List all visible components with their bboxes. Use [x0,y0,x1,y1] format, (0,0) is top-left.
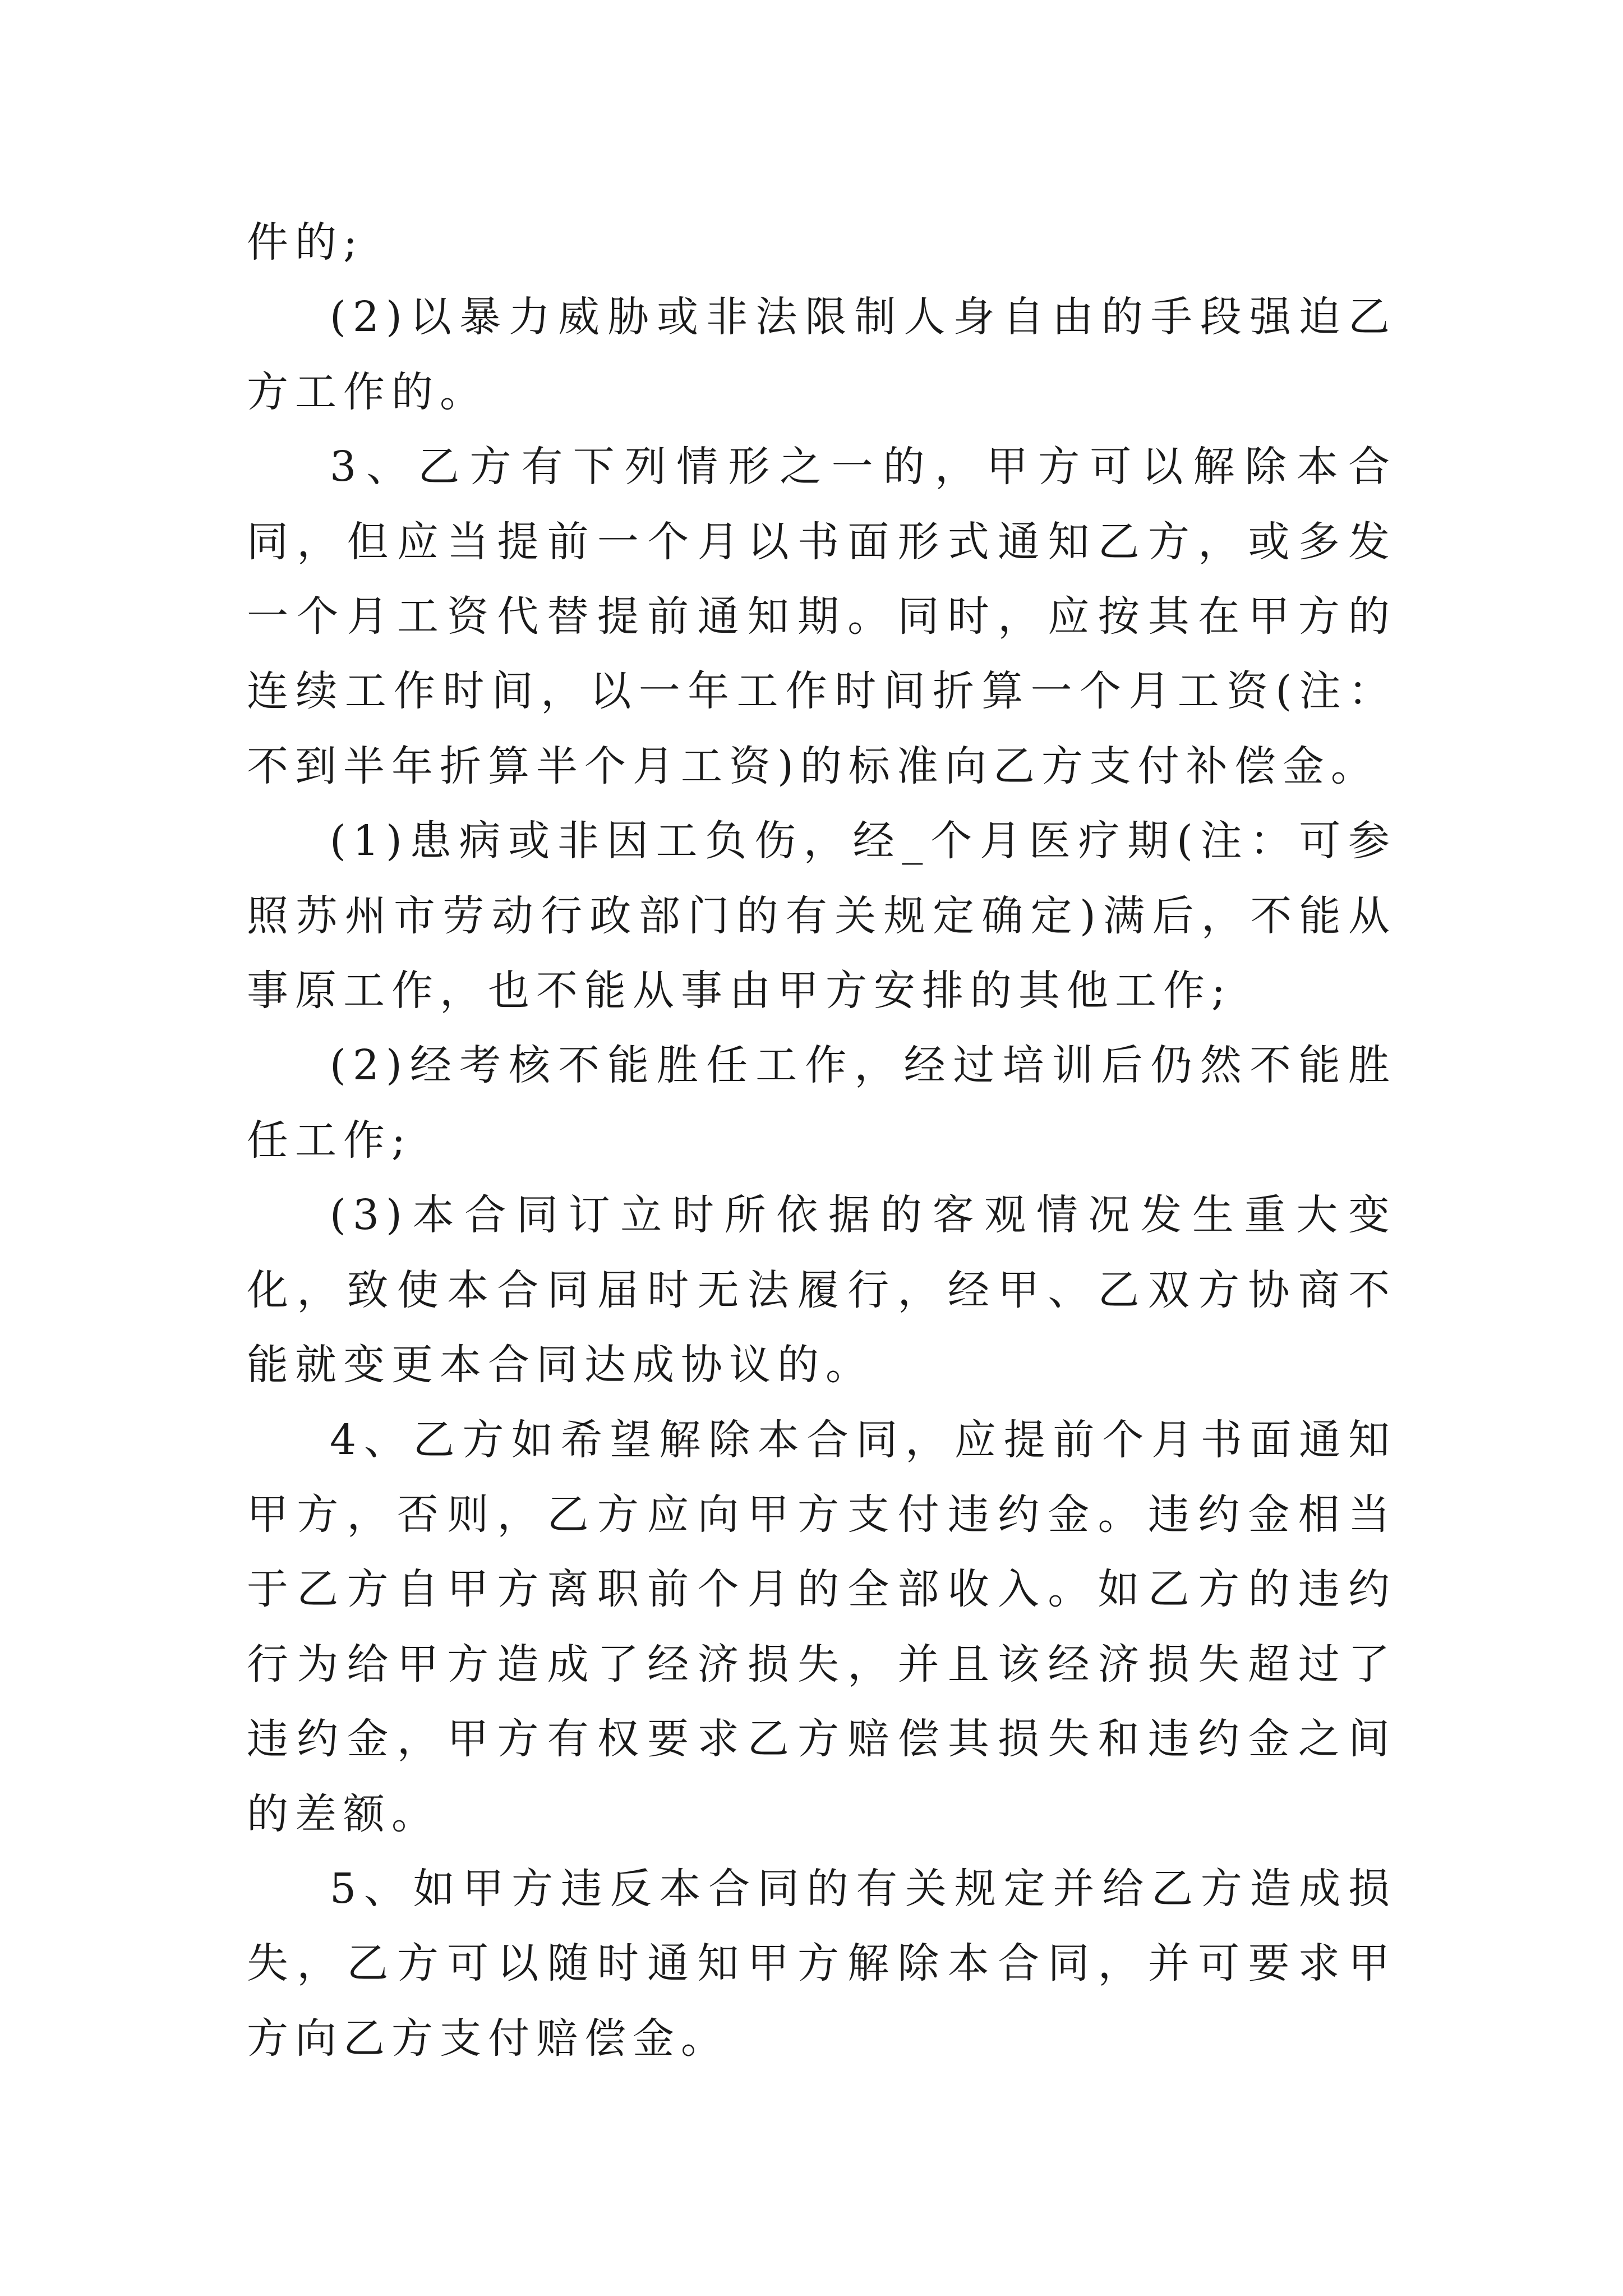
paragraph-clause-3-2: (2)经考核不能胜任工作，经过培训后仍然不能胜任工作; [247,1041,1396,1165]
document-body [247,205,1396,2076]
paragraph-clause-3: 3、乙方有下列情形之一的，甲方可以解除本合同，但应当提前一个月以书面形式通知乙方，或多发一个月工资代替提前通知期。同时，应按其在甲方的连续工作时间，以一年工作时间折算一个月工资(注：不到半年折算半个月工资)的标准向乙方支付补偿金。 [247,443,1396,790]
paragraph-clause-2-2: (2)以暴力威胁或非法限制人身自由的手段强迫乙方工作的。 [247,293,1396,416]
paragraph-clause-4: 4、乙方如希望解除本合同，应提前个月书面通知甲方，否则，乙方应向甲方支付违约金。违约金相当于乙方自甲方离职前个月的全部收入。如乙方的违约行为给甲方造成了经济损失，并且该经济损失超过了违约金，甲方有权要求乙方赔偿其损失和违约金之间的差额。 [247,1415,1396,1838]
paragraph-clause-3-1: (1)患病或非因工负伤，经_个月医疗期(注：可参照苏州市劳动行政部门的有关规定确定)满后，不能从事原工作，也不能从事由甲方安排的其他工作; [247,817,1396,1015]
paragraph-continuation: 件的; [247,218,364,266]
paragraph-clause-5: 5、如甲方违反本合同的有关规定并给乙方造成损失，乙方可以随时通知甲方解除本合同，并可要求甲方向乙方支付赔偿金。 [247,1864,1396,2063]
paragraph-clause-3-3: (3)本合同订立时所依据的客观情况发生重大变化，致使本合同届时无法履行，经甲、乙双方协商不能就变更本合同达成协议的。 [247,1191,1396,1389]
